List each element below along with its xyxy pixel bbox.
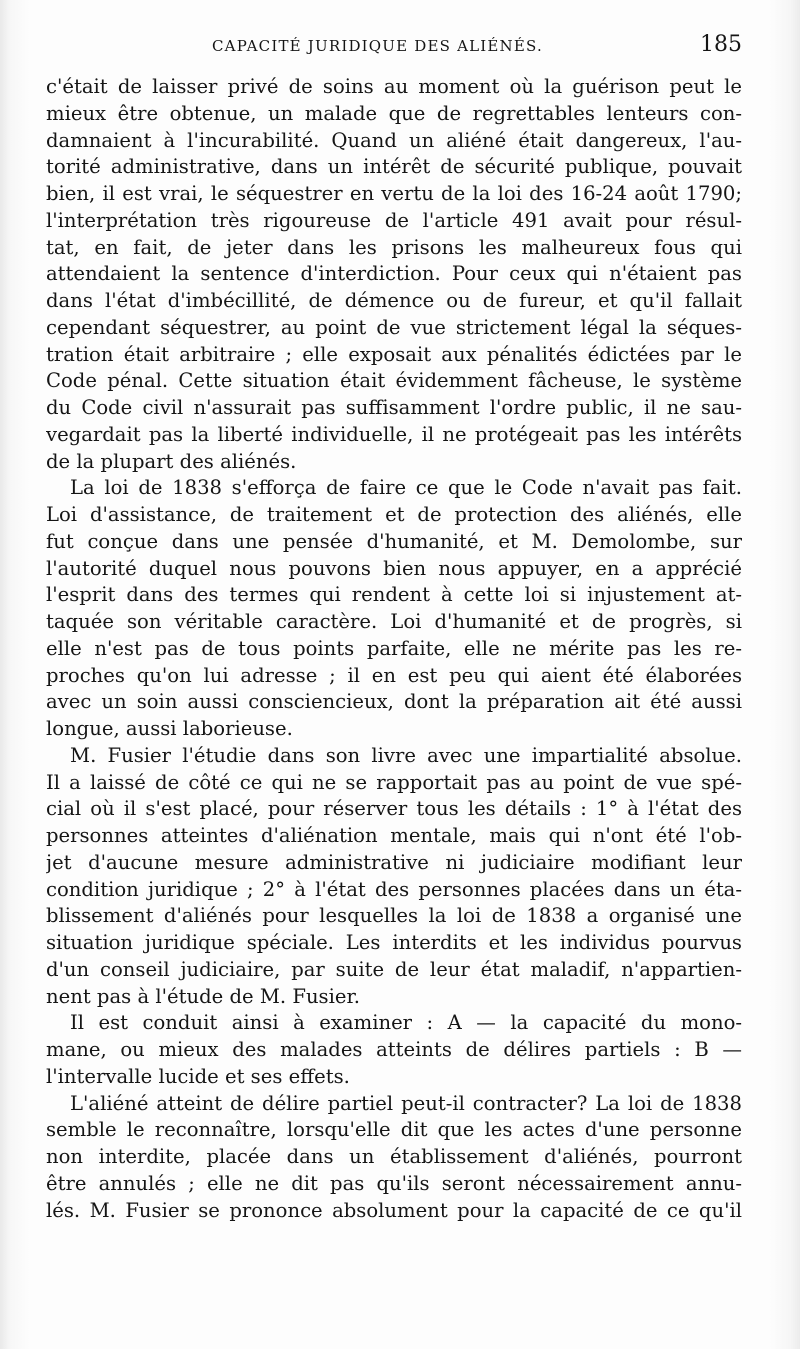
text-line: cial où il s'est placé, pour réserver tous les détails : 1° à l'état des [46,797,742,821]
text-line: être annulés ; elle ne dit pas qu'ils seront nécessairement annu- [46,1171,742,1195]
text-line: taquée son véritable caractère. Loi d'humanité et de progrès, si [46,610,742,633]
text-line: Code pénal. Cette situation était évidemment fâcheuse, le système [46,369,742,393]
text-line: proches qu'on lui adresse ; il en est peu qui aient été élaborées [46,663,742,687]
text-line: semble le reconnaître, lorsqu'elle dit que les actes d'une personne [46,1118,742,1142]
text-line: Il est conduit ainsi à examiner : A — la capacité du mono- [70,1011,742,1035]
text-line: tration était arbitraire ; elle exposait aux pénalités édictées par le [46,342,742,366]
text-line: condition juridique ; 2° à l'état des personnes placées dans un éta- [46,877,742,901]
text-line: lés. M. Fusier se prononce absolument pour la capacité de ce qu'il [46,1198,742,1222]
page-number: 185 [700,32,742,57]
text-line: cependant séquestrer, au point de vue strictement légal la séques- [46,315,742,339]
text-line: attendaient la sentence d'interdiction. Pour ceux qui n'étaient pas [46,262,742,286]
text-line: d'un conseil judiciaire, par suite de leur état maladif, n'appartien- [46,957,742,981]
text-line: nent pas à l'étude de M. Fusier. [46,984,360,1008]
text-line: elle n'est pas de tous points parfaite, elle ne mérite pas les re- [46,636,742,660]
text-line: mieux être obtenue, un malade que de regrettables lenteurs con- [46,101,742,125]
text-line: bien, il est vrai, le séquestrer en vertu de la loi des 16-24 août 1790; [46,182,742,205]
running-head: CAPACITÉ JURIDIQUE DES ALIÉNÉS. [212,37,543,55]
text-line: tat, en fait, de jeter dans les prisons les malheureux fous qui [46,235,742,259]
text-line: personnes atteintes d'aliénation mentale, mais qui n'ont été l'ob- [46,824,742,847]
text-line: Loi d'assistance, de traitement et de protection des aliénés, elle [46,503,742,526]
text-line: dans l'état d'imbécillité, de démence ou de fureur, et qu'il fallait [46,289,742,312]
text-line: longue, aussi laborieuse. [46,717,293,740]
text-line: fut conçue dans une pensée d'humanité, et M. Demolombe, sur [46,529,742,553]
text-line: damnaient à l'incurabilité. Quand un aliéné était dangereux, l'au- [46,128,742,152]
text-line: situation juridique spéciale. Les interdits et les individus pourvus [46,931,742,954]
text-line: torité administrative, dans un intérêt de sécurité publique, pouvait [46,155,742,179]
text-line: jet d'aucune mesure administrative ni judiciaire modifiant leur [46,850,742,874]
text-line: avec un soin aussi consciencieux, dont la préparation ait été aussi [46,690,742,714]
text-line: mane, ou mieux des malades atteints de délires partiels : B — [46,1038,742,1061]
text-line: l'esprit dans des termes qui rendent à cette loi si injustement at- [46,583,742,607]
text-line: L'aliéné atteint de délire partiel peut-il contracter? La loi de 1838 [70,1091,742,1115]
text-line: l'autorité duquel nous pouvons bien nous appuyer, en a apprécié [46,556,742,580]
text-line: l'interprétation très rigoureuse de l'article 491 avait pour résul- [46,208,742,232]
text-line: c'était de laisser privé de soins au moment où la guérison peut le [46,75,742,98]
text-line: M. Fusier l'étudie dans son livre avec une impartialité absolue. [70,743,742,767]
text-line: vegardait pas la liberté individuelle, il ne protégeait pas les intérêts [46,422,742,446]
page-header [46,32,742,60]
text-line: blissement d'aliénés pour lesquelles la loi de 1838 a organisé une [46,904,742,928]
text-line: du Code civil n'assurait pas suffisamment l'ordre public, il ne sau- [46,396,742,419]
text-line: non interdite, placée dans un établissement d'aliénés, pourront [46,1145,742,1168]
text-line: Il a laissé de côté ce qui ne se rapportait pas au point de vue spé- [46,770,742,794]
text-line: de la plupart des aliénés. [46,449,297,473]
body-text [46,74,742,1224]
text-line: l'intervalle lucide et ses effets. [46,1064,350,1088]
text-line: La loi de 1838 s'efforça de faire ce que le Code n'avait pas fait. [70,476,742,500]
